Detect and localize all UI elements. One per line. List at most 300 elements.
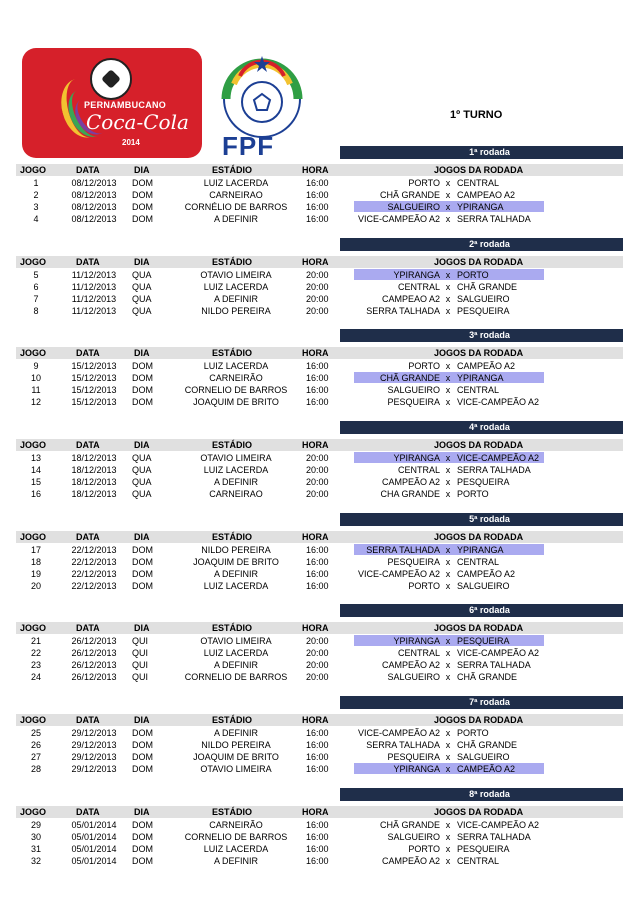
game-number: 8 [33, 306, 39, 316]
game-time: 20:00 [306, 294, 329, 304]
header-jogo: JOGO [20, 623, 47, 633]
rodada-label: 8ª rodada [469, 789, 510, 799]
game-time: 16:00 [306, 190, 329, 200]
game-time: 20:00 [306, 306, 329, 316]
versus-separator: x [445, 270, 451, 280]
coca-cola-pernambucano-logo [22, 48, 202, 158]
versus-separator: x [445, 820, 451, 830]
header-data: DATA [76, 623, 100, 633]
game-day: QUA [132, 282, 152, 292]
game-day: DOM [132, 581, 153, 591]
game-date: 05/01/2014 [71, 820, 117, 830]
table-row [16, 568, 623, 580]
game-stadium: CARNEIRAO [209, 190, 263, 200]
versus-separator: x [445, 202, 451, 212]
table-row [16, 727, 623, 739]
table-row [16, 177, 623, 189]
game-number: 14 [30, 465, 41, 475]
rodada-label: 4ª rodada [469, 422, 510, 432]
table-row [16, 556, 623, 568]
game-day: DOM [132, 397, 153, 407]
game-day: DOM [132, 373, 153, 383]
header-hora: HORA [302, 807, 329, 817]
game-day: DOM [132, 728, 153, 738]
home-team: YPIRANGA [393, 270, 440, 280]
header-dia: DIA [134, 623, 150, 633]
game-number: 31 [30, 844, 41, 854]
game-time: 16:00 [306, 832, 329, 842]
home-team: SALGUEIRO [387, 202, 440, 212]
header-jogos-da-rodada: JOGOS DA RODADA [434, 807, 524, 817]
game-stadium: LUIZ LACERDA [203, 844, 269, 854]
versus-separator: x [445, 740, 451, 750]
header-dia: DIA [134, 807, 150, 817]
away-team: CAMPEÃO A2 [457, 764, 516, 774]
away-team: YPIRANGA [457, 373, 504, 383]
versus-separator: x [445, 636, 451, 646]
game-number: 24 [30, 672, 41, 682]
header-jogo: JOGO [20, 532, 47, 542]
game-number: 23 [30, 660, 41, 670]
game-stadium: A DEFINIR [213, 856, 258, 866]
home-team: YPIRANGA [393, 764, 440, 774]
game-day: DOM [132, 752, 153, 762]
home-team: VICE-CAMPEÃO A2 [357, 728, 440, 738]
header-jogos-da-rodada: JOGOS DA RODADA [434, 532, 524, 542]
game-stadium: A DEFINIR [213, 477, 258, 487]
table-row [16, 293, 623, 305]
table-row [16, 647, 623, 659]
rodada-label: 7ª rodada [469, 697, 510, 707]
game-number: 5 [33, 270, 39, 280]
game-stadium: CORNELIO DE BARROS [184, 385, 288, 395]
game-time: 16:00 [306, 569, 329, 579]
game-number: 28 [30, 764, 41, 774]
header-jogo: JOGO [20, 440, 47, 450]
table-row [16, 464, 623, 476]
versus-separator: x [445, 294, 451, 304]
table-row [16, 855, 623, 867]
game-date: 11/12/2013 [71, 306, 117, 316]
versus-separator: x [445, 752, 451, 762]
home-team: SALGUEIRO [387, 832, 440, 842]
game-date: 15/12/2013 [71, 397, 117, 407]
game-date: 11/12/2013 [71, 270, 117, 280]
game-stadium: NILDO PEREIRA [201, 740, 271, 750]
table-row [16, 281, 623, 293]
game-number: 20 [30, 581, 41, 591]
rodada-label: 1ª rodada [469, 147, 510, 157]
game-day: DOM [132, 844, 153, 854]
game-number: 18 [30, 557, 41, 567]
header-estadio: ESTÁDIO [212, 257, 253, 267]
game-number: 16 [30, 489, 41, 499]
header-jogos-da-rodada: JOGOS DA RODADA [434, 257, 524, 267]
game-number: 13 [30, 453, 41, 463]
game-time: 16:00 [306, 373, 329, 383]
game-stadium: OTAVIO LIMEIRA [200, 764, 272, 774]
home-team: CHÃ GRANDE [379, 373, 440, 383]
header-data: DATA [76, 532, 100, 542]
versus-separator: x [445, 728, 451, 738]
game-day: DOM [132, 856, 153, 866]
table-row [16, 659, 623, 671]
game-day: DOM [132, 178, 153, 188]
game-number: 26 [30, 740, 41, 750]
game-date: 18/12/2013 [71, 453, 117, 463]
game-time: 16:00 [306, 397, 329, 407]
header-data: DATA [76, 807, 100, 817]
away-team: CHÃ GRANDE [457, 740, 518, 750]
game-stadium: A DEFINIR [213, 660, 258, 670]
game-day: QUA [132, 294, 152, 304]
game-day: DOM [132, 740, 153, 750]
header-hora: HORA [302, 623, 329, 633]
game-number: 30 [30, 832, 41, 842]
home-team: SERRA TALHADA [366, 306, 440, 316]
game-day: QUA [132, 465, 152, 475]
game-stadium: LUIZ LACERDA [203, 178, 269, 188]
game-number: 25 [30, 728, 41, 738]
versus-separator: x [445, 282, 451, 292]
versus-separator: x [445, 306, 451, 316]
home-team: YPIRANGA [393, 453, 440, 463]
away-team: CENTRAL [457, 856, 500, 866]
game-stadium: OTAVIO LIMEIRA [200, 453, 272, 463]
table-row [16, 189, 623, 201]
away-team: PESQUEIRA [457, 636, 510, 646]
away-team: SALGUEIRO [457, 752, 510, 762]
game-stadium: A DEFINIR [213, 569, 258, 579]
home-team: PORTO [408, 361, 440, 371]
away-team: CAMPEÃO A2 [457, 361, 516, 371]
game-stadium: LUIZ LACERDA [203, 581, 269, 591]
game-date: 22/12/2013 [71, 581, 117, 591]
game-day: QUA [132, 306, 152, 316]
game-stadium: LUIZ LACERDA [203, 648, 269, 658]
home-team: CENTRAL [397, 465, 440, 475]
away-team: CENTRAL [457, 178, 500, 188]
header-data: DATA [76, 440, 100, 450]
versus-separator: x [445, 214, 451, 224]
game-day: DOM [132, 385, 153, 395]
home-team: PORTO [408, 844, 440, 854]
versus-separator: x [445, 190, 451, 200]
game-time: 20:00 [306, 636, 329, 646]
header-hora: HORA [302, 348, 329, 358]
home-team: CENTRAL [397, 648, 440, 658]
game-date: 08/12/2013 [71, 178, 117, 188]
rodada-header-bar [340, 513, 623, 526]
game-time: 16:00 [306, 856, 329, 866]
game-time: 16:00 [306, 844, 329, 854]
home-team: CAMPEÃO A2 [381, 660, 440, 670]
home-team: CAMPEAO A2 [381, 294, 440, 304]
game-number: 17 [30, 545, 41, 555]
game-day: QUI [132, 672, 149, 682]
game-time: 20:00 [306, 453, 329, 463]
game-stadium: OTAVIO LIMEIRA [200, 636, 272, 646]
game-number: 2 [33, 190, 39, 200]
game-time: 16:00 [306, 820, 329, 830]
game-number: 29 [30, 820, 41, 830]
header-hora: HORA [302, 440, 329, 450]
game-stadium: A DEFINIR [213, 214, 258, 224]
header-jogo: JOGO [20, 807, 47, 817]
away-team: VICE-CAMPEÃO A2 [457, 648, 540, 658]
header-dia: DIA [134, 532, 150, 542]
game-day: DOM [132, 764, 153, 774]
game-day: QUA [132, 477, 152, 487]
home-team: VICE-CAMPEÃO A2 [357, 214, 440, 224]
away-team: CENTRAL [457, 385, 500, 395]
game-number: 9 [33, 361, 39, 371]
header-data: DATA [76, 257, 100, 267]
versus-separator: x [445, 489, 451, 499]
home-team: PESQUEIRA [387, 752, 440, 762]
home-team: CAMPEÃO A2 [381, 477, 440, 487]
game-time: 20:00 [306, 672, 329, 682]
versus-separator: x [445, 453, 451, 463]
game-date: 05/01/2014 [71, 832, 117, 842]
versus-separator: x [445, 465, 451, 475]
game-time: 20:00 [306, 270, 329, 280]
rodada-header-bar [340, 146, 623, 159]
game-number: 32 [30, 856, 41, 866]
game-day: QUA [132, 270, 152, 280]
away-team: PESQUEIRA [457, 477, 510, 487]
away-team: PORTO [457, 270, 489, 280]
table-header-row [16, 439, 623, 451]
header-estadio: ESTÁDIO [212, 623, 253, 633]
game-date: 05/01/2014 [71, 844, 117, 854]
table-row [16, 396, 623, 408]
game-day: DOM [132, 361, 153, 371]
away-team: CAMPEAO A2 [457, 190, 516, 200]
home-team: YPIRANGA [393, 636, 440, 646]
table-row [16, 452, 623, 464]
logo-text-pernambucano: PERNAMBUCANO [84, 100, 167, 110]
header-jogo: JOGO [20, 165, 47, 175]
game-time: 20:00 [306, 489, 329, 499]
versus-separator: x [445, 545, 451, 555]
versus-separator: x [445, 361, 451, 371]
versus-separator: x [445, 648, 451, 658]
away-team: PESQUEIRA [457, 844, 510, 854]
game-day: DOM [132, 202, 153, 212]
game-stadium: LUIZ LACERDA [203, 361, 269, 371]
game-time: 16:00 [306, 752, 329, 762]
header-jogos-da-rodada: JOGOS DA RODADA [434, 440, 524, 450]
header-estadio: ESTÁDIO [212, 440, 253, 450]
game-date: 18/12/2013 [71, 477, 117, 487]
game-date: 11/12/2013 [71, 282, 117, 292]
game-date: 29/12/2013 [71, 764, 117, 774]
soccer-ball-icon [90, 58, 132, 100]
table-row [16, 360, 623, 372]
away-team: VICE-CAMPEÃO A2 [457, 397, 540, 407]
game-date: 18/12/2013 [71, 465, 117, 475]
game-time: 20:00 [306, 648, 329, 658]
header-dia: DIA [134, 257, 150, 267]
game-day: DOM [132, 545, 153, 555]
game-time: 16:00 [306, 557, 329, 567]
versus-separator: x [445, 569, 451, 579]
header-hora: HORA [302, 165, 329, 175]
away-team: VICE-CAMPEÃO A2 [457, 820, 540, 830]
header-estadio: ESTÁDIO [212, 532, 253, 542]
header-dia: DIA [134, 165, 150, 175]
home-team: SALGUEIRO [387, 385, 440, 395]
game-stadium: CORNELIO DE BARROS [184, 832, 288, 842]
game-day: QUA [132, 453, 152, 463]
game-number: 3 [33, 202, 39, 212]
game-day: QUA [132, 489, 152, 499]
game-time: 20:00 [306, 477, 329, 487]
game-day: QUI [132, 648, 149, 658]
table-row [16, 269, 623, 281]
game-day: DOM [132, 557, 153, 567]
game-time: 16:00 [306, 385, 329, 395]
away-team: SERRA TALHADA [457, 465, 531, 475]
table-row [16, 305, 623, 317]
table-row [16, 763, 623, 775]
table-row [16, 201, 623, 213]
game-number: 27 [30, 752, 41, 762]
game-date: 26/12/2013 [71, 672, 117, 682]
game-number: 22 [30, 648, 41, 658]
away-team: VICE-CAMPEÃO A2 [457, 453, 540, 463]
home-team: CHÃ GRANDE [379, 820, 440, 830]
versus-separator: x [445, 373, 451, 383]
header-estadio: ESTÁDIO [212, 715, 253, 725]
game-time: 16:00 [306, 728, 329, 738]
versus-separator: x [445, 856, 451, 866]
away-team: SERRA TALHADA [457, 214, 531, 224]
versus-separator: x [445, 178, 451, 188]
header-jogos-da-rodada: JOGOS DA RODADA [434, 715, 524, 725]
game-time: 16:00 [306, 764, 329, 774]
table-row [16, 843, 623, 855]
game-number: 10 [30, 373, 41, 383]
game-stadium: LUIZ LACERDA [203, 282, 269, 292]
table-header-row [16, 347, 623, 359]
header-hora: HORA [302, 532, 329, 542]
versus-separator: x [445, 397, 451, 407]
table-header-row [16, 806, 623, 818]
away-team: YPIRANGA [457, 202, 504, 212]
game-stadium: NILDO PEREIRA [201, 545, 271, 555]
table-row [16, 213, 623, 225]
versus-separator: x [445, 385, 451, 395]
header-jogo: JOGO [20, 257, 47, 267]
game-stadium: CORNÉLIO DE BARROS [184, 202, 288, 212]
game-stadium: JOAQUIM DE BRITO [193, 752, 279, 762]
game-stadium: A DEFINIR [213, 728, 258, 738]
game-date: 26/12/2013 [71, 660, 117, 670]
game-time: 16:00 [306, 214, 329, 224]
game-date: 29/12/2013 [71, 740, 117, 750]
game-stadium: A DEFINIR [213, 294, 258, 304]
game-number: 15 [30, 477, 41, 487]
rodada-header-bar [340, 421, 623, 434]
header-jogo: JOGO [20, 348, 47, 358]
header-dia: DIA [134, 440, 150, 450]
versus-separator: x [445, 660, 451, 670]
table-row [16, 671, 623, 683]
game-date: 26/12/2013 [71, 636, 117, 646]
game-date: 11/12/2013 [71, 294, 117, 304]
home-team: VICE-CAMPEÃO A2 [357, 569, 440, 579]
table-header-row [16, 256, 623, 268]
game-number: 4 [33, 214, 39, 224]
table-row [16, 751, 623, 763]
versus-separator: x [445, 581, 451, 591]
rodada-label: 3ª rodada [469, 330, 510, 340]
header-data: DATA [76, 715, 100, 725]
game-day: DOM [132, 832, 153, 842]
away-team: SALGUEIRO [457, 294, 510, 304]
game-time: 16:00 [306, 581, 329, 591]
game-time: 20:00 [306, 660, 329, 670]
header-data: DATA [76, 165, 100, 175]
table-header-row [16, 164, 623, 176]
header-estadio: ESTÁDIO [212, 165, 253, 175]
away-team: CENTRAL [457, 557, 500, 567]
game-day: DOM [132, 190, 153, 200]
game-day: DOM [132, 214, 153, 224]
home-team: PESQUEIRA [387, 397, 440, 407]
game-number: 6 [33, 282, 39, 292]
header-dia: DIA [134, 715, 150, 725]
home-team: SALGUEIRO [387, 672, 440, 682]
home-team: PORTO [408, 581, 440, 591]
game-time: 16:00 [306, 361, 329, 371]
game-number: 19 [30, 569, 41, 579]
away-team: SALGUEIRO [457, 581, 510, 591]
away-team: SERRA TALHADA [457, 660, 531, 670]
table-header-row [16, 531, 623, 543]
game-number: 7 [33, 294, 39, 304]
header-jogo: JOGO [20, 715, 47, 725]
game-stadium: CORNELIO DE BARROS [184, 672, 288, 682]
header-estadio: ESTÁDIO [212, 348, 253, 358]
game-date: 22/12/2013 [71, 569, 117, 579]
away-team: PORTO [457, 489, 489, 499]
game-number: 11 [31, 385, 41, 395]
game-stadium: NILDO PEREIRA [201, 306, 271, 316]
game-stadium: CARNEIRÃO [209, 820, 263, 830]
game-stadium: OTAVIO LIMEIRA [200, 270, 272, 280]
table-row [16, 635, 623, 647]
home-team: CHÃ GRANDE [379, 190, 440, 200]
away-team: YPIRANGA [457, 545, 504, 555]
game-time: 16:00 [306, 545, 329, 555]
table-row [16, 739, 623, 751]
rodada-header-bar [340, 329, 623, 342]
game-date: 15/12/2013 [71, 361, 117, 371]
game-stadium: CARNEIRÃO [209, 373, 263, 383]
header-hora: HORA [302, 715, 329, 725]
versus-separator: x [445, 557, 451, 567]
page-title: 1º TURNO [450, 109, 503, 121]
table-row [16, 819, 623, 831]
game-stadium: JOAQUIM DE BRITO [193, 557, 279, 567]
home-team: SERRA TALHADA [366, 545, 440, 555]
rodada-label: 6ª rodada [469, 605, 510, 615]
versus-separator: x [445, 844, 451, 854]
away-team: CAMPEÃO A2 [457, 569, 516, 579]
